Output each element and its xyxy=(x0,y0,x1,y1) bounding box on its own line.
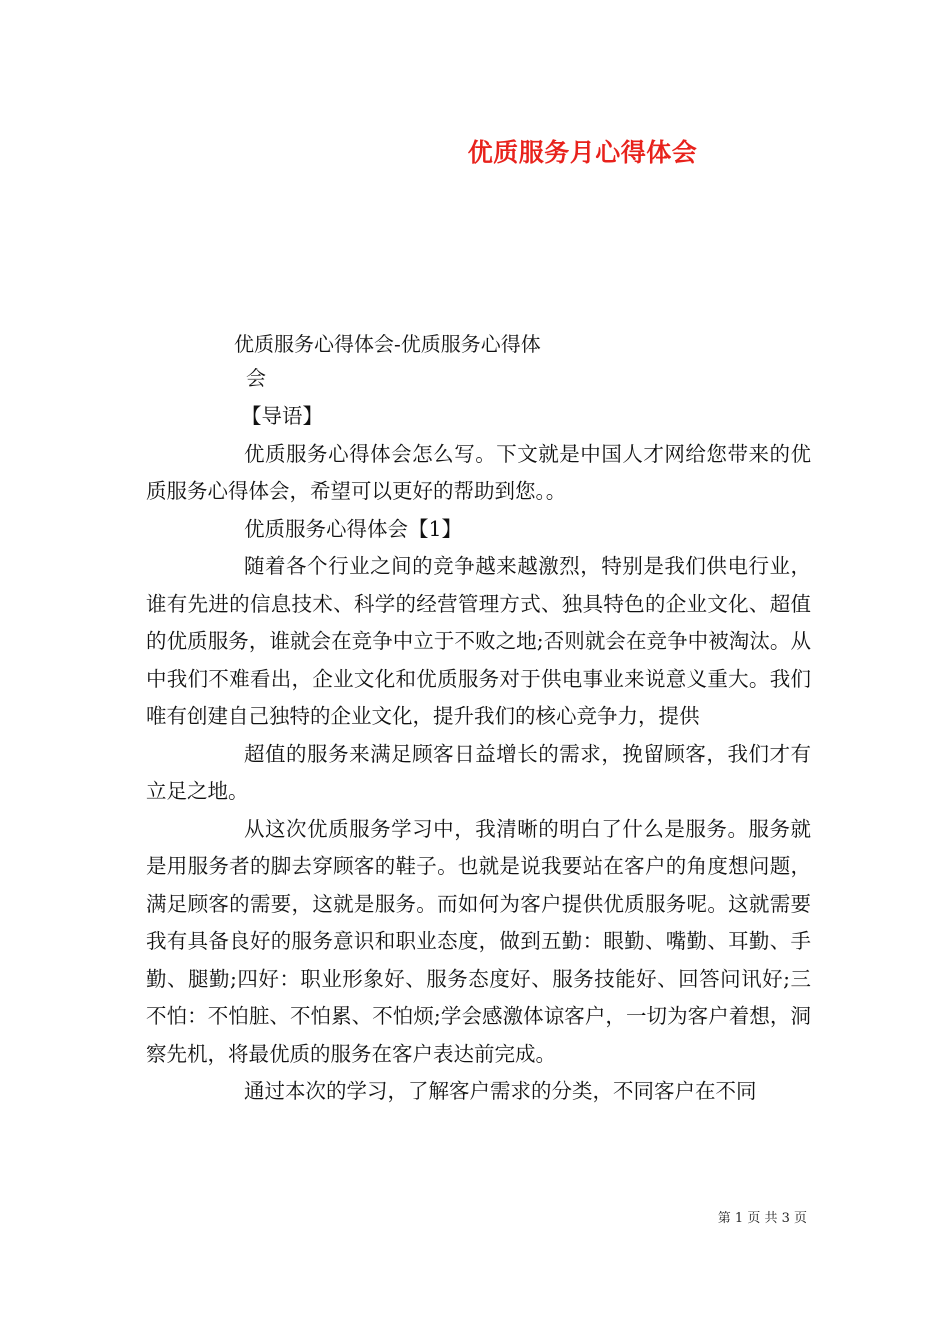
document-title: 优质服务月心得体会 xyxy=(467,138,698,167)
guide-label: 【导语】 xyxy=(241,404,323,428)
paragraph-1: 随着各个行业之间的竞争越来越激烈，特别是我们供电行业，谁有先进的信息技术、科学的经营管理方式、独具特色的企业文化、超值的优质服务，谁就会在竞争中立于不败之地;否则就会在竞争中被淘汰。从中我们不难看出，企业文化和优质服务对于供电事业来说意义重大。我们唯有创建自己独特的企业文化，提升我们的核心竞争力，提供 xyxy=(146,554,811,728)
section-heading: 优质服务心得体会【1】 xyxy=(244,516,463,541)
subtitle-line-2: 会 xyxy=(246,366,266,390)
paragraph-2: 超值的服务来满足顾客日益增长的需求，挽留顾客，我们才有立足之地。 xyxy=(146,741,811,803)
paragraph-4: 通过本次的学习，了解客户需求的分类，不同客户在不同 xyxy=(244,1079,757,1103)
intro-paragraph: 优质服务心得体会怎么写。下文就是中国人才网给您带来的优质服务心得体会，希望可以更好的帮助到您。。 xyxy=(146,441,811,503)
subtitle-line-1: 优质服务心得体会-优质服务心得体 xyxy=(234,332,541,356)
page-number: 第 1 页 共 3 页 xyxy=(717,1211,807,1226)
article-body xyxy=(146,398,811,1111)
paragraph-3: 从这次优质服务学习中，我清晰的明白了什么是服务。服务就是用服务者的脚去穿顾客的鞋子。也就是说我要站在客户的角度想问题，满足顾客的需要，这就是服务。而如何为客户提供优质服务呢。这就需要我有具备良好的服务意识和职业态度，做到五勤：眼勤、嘴勤、耳勤、手勤、腿勤;四好：职业形象好、服务态度好、服务技能好、回答问讯好;三不怕：不怕脏、不怕累、不怕烦;学会感激体谅客户，一切为客户着想，洞察先机，将最优质的服务在客户表达前完成。 xyxy=(146,816,811,1066)
article-subtitle xyxy=(234,327,594,395)
